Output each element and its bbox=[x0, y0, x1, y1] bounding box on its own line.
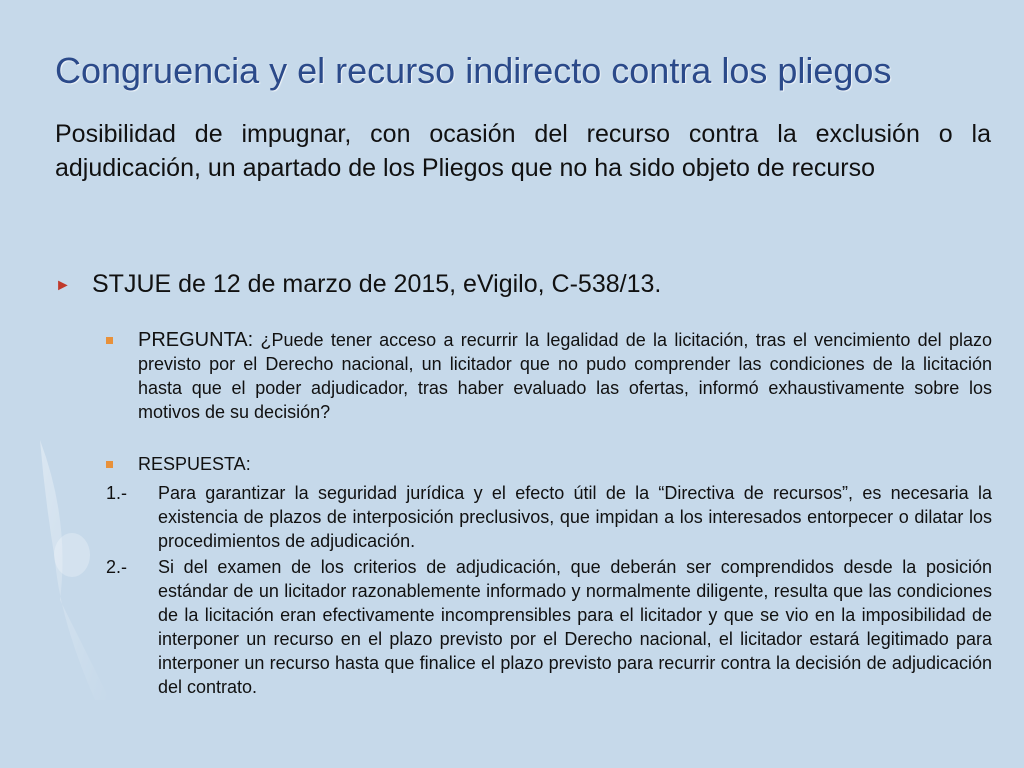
answer-point-number: 1.- bbox=[106, 483, 128, 503]
slide-title: Congruencia y el recurso indirecto contra los pliegos bbox=[55, 50, 892, 91]
square-bullet-icon bbox=[106, 337, 113, 344]
case-reference-text: STJUE de 12 de marzo de 2015, eVigilo, C-538/13. bbox=[92, 270, 662, 298]
question-text: ¿Puede tener acceso a recurrir la legalidad de la licitación, tras el vencimiento del plazo previsto por el Derecho nacional, un licitador que no pudo comprender las condiciones de la licitación hasta que el poder adjudicador, tras haber evaluado las ofertas, informó exhaustivamente sobre los motivos de su decisión? bbox=[138, 330, 992, 422]
question-body bbox=[138, 328, 992, 424]
answer-point-text: Para garantizar la seguridad jurídica y el efecto útil de la “Directiva de recursos”, es necesaria la existencia de plazos de interposición preclusivos, que impidan a los interesados entorpecer o dilatar los procedimientos de adjudicación. bbox=[158, 483, 992, 551]
answer-point-number: 2.- bbox=[106, 557, 128, 577]
case-reference bbox=[55, 267, 661, 303]
question-item bbox=[106, 328, 992, 424]
answer-point bbox=[106, 555, 992, 699]
answer-point bbox=[106, 481, 992, 553]
square-bullet-icon bbox=[106, 461, 113, 468]
question-label: PREGUNTA: bbox=[138, 329, 254, 351]
intro-paragraph: Posibilidad de impugnar, con ocasión del recurso contra la exclusión o la adjudicación, un apartado de los Pliegos que no ha sido objeto de recurso bbox=[55, 120, 991, 182]
answer-point-text: Si del examen de los criterios de adjudicación, que deberán ser comprendidos desde la posición estándar de un licitador razonablemente informado y normalmente diligente, resulta que las condiciones de la licitación eran efectivamente incomprensibles para el licitador y que se vio en la imposibilidad de interponer un recurso en el plazo previsto por el Derecho nacional, el licitador estará legitimado para interponer un recurso hasta que finalice el plazo previsto para recurrir contra la decisión de adjudicación del contrato. bbox=[158, 557, 992, 697]
answer-item bbox=[106, 452, 992, 476]
arrow-bullet-icon: ► bbox=[55, 277, 71, 294]
answer-label: RESPUESTA: bbox=[138, 454, 251, 474]
